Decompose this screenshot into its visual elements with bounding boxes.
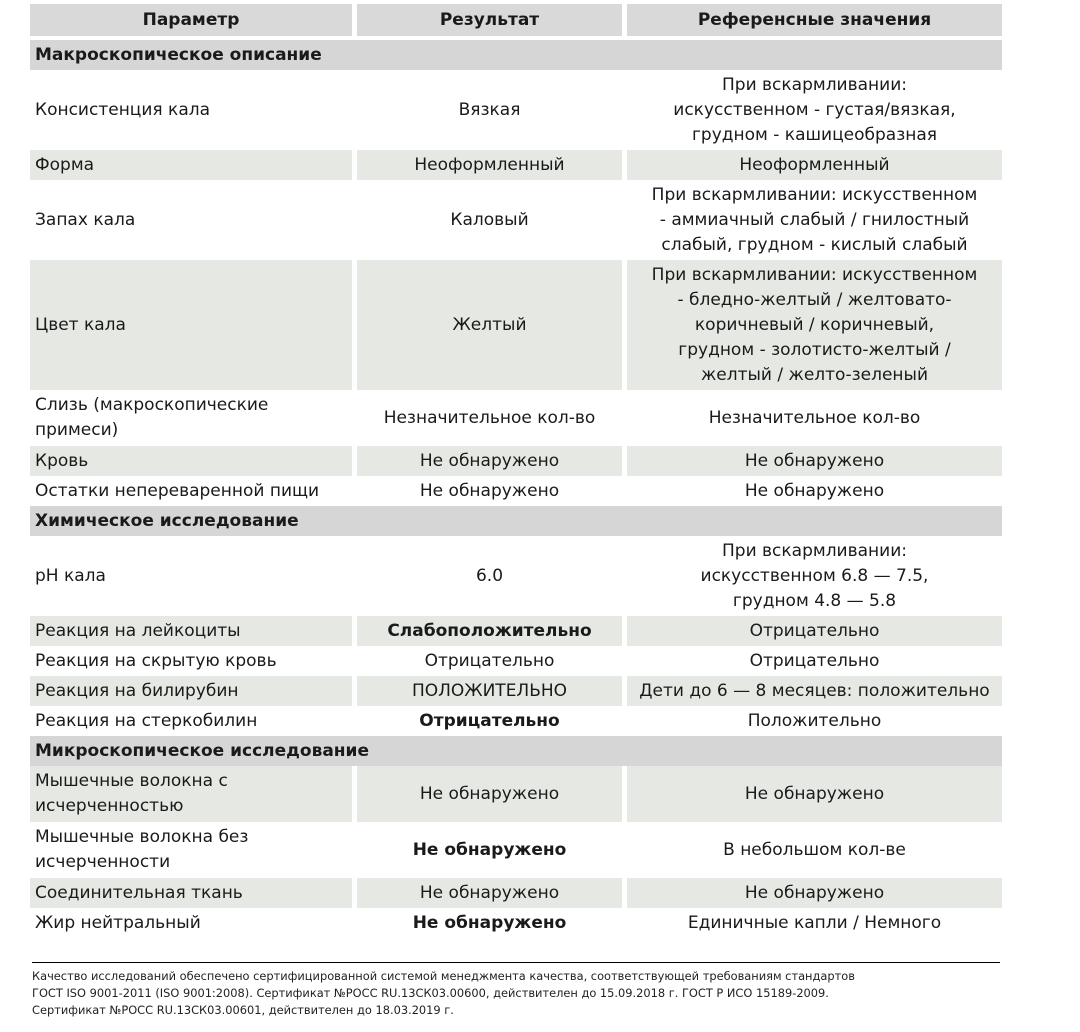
result-cell: Неоформленный: [357, 150, 622, 180]
reference-cell: Единичные капли / Немного: [627, 908, 1002, 938]
result-cell: Не обнаружено: [357, 822, 622, 878]
header-param: Параметр: [30, 4, 352, 40]
result-cell: Не обнаружено: [357, 908, 622, 938]
result-cell: 6.0: [357, 536, 622, 616]
table-row: [30, 180, 1002, 260]
param-cell: Жир нейтральный: [30, 908, 352, 938]
reference-cell: При вскармливании: искусственном - аммиачный слабый / гнилостный слабый, грудном - кислый слабый: [627, 180, 1002, 260]
reference-cell: При вскармливании: искусственном - бледно-желтый / желтовато- коричневый / коричневый, грудном - золотисто-желтый / желтый / желто-зеленый: [627, 260, 1002, 390]
table-row: [30, 476, 1002, 506]
param-cell: Реакция на стеркобилин: [30, 706, 352, 736]
table-body: [30, 40, 1002, 938]
table-row: [30, 878, 1002, 908]
result-cell: Слабоположительно: [357, 616, 622, 646]
table-row: [30, 676, 1002, 706]
result-cell: Отрицательно: [357, 706, 622, 736]
reference-cell: При вскармливании: искусственном - густая/вязкая, грудном - кашицеобразная: [627, 70, 1002, 150]
param-cell: Консистенция кала: [30, 70, 352, 150]
result-cell: Отрицательно: [357, 646, 622, 676]
param-cell: Соединительная ткань: [30, 878, 352, 908]
reference-cell: Не обнаружено: [627, 446, 1002, 476]
table-row: [30, 536, 1002, 616]
section-header: [30, 40, 1002, 70]
table-row: [30, 390, 1002, 446]
table-row: [30, 260, 1002, 390]
section-header: [30, 506, 1002, 536]
reference-cell: Незначительное кол-во: [627, 390, 1002, 446]
param-cell: Слизь (макроскопические примеси): [30, 390, 352, 446]
result-cell: Незначительное кол-во: [357, 390, 622, 446]
reference-cell: Дети до 6 — 8 месяцев: положительно: [627, 676, 1002, 706]
param-cell: Кровь: [30, 446, 352, 476]
section-header: [30, 736, 1002, 766]
reference-cell: Не обнаружено: [627, 766, 1002, 822]
certification-footer: [32, 962, 1000, 1019]
reference-cell: Не обнаружено: [627, 476, 1002, 506]
table-row: [30, 646, 1002, 676]
result-cell: Не обнаружено: [357, 476, 622, 506]
table-header: [30, 4, 1002, 40]
table-row: [30, 616, 1002, 646]
result-cell: Вязкая: [357, 70, 622, 150]
reference-cell: В небольшом кол-ве: [627, 822, 1002, 878]
param-cell: Цвет кала: [30, 260, 352, 390]
section-title: Макроскопическое описание: [30, 40, 1002, 70]
param-cell: Реакция на лейкоциты: [30, 616, 352, 646]
result-cell: Желтый: [357, 260, 622, 390]
result-cell: Не обнаружено: [357, 446, 622, 476]
section-title: Химическое исследование: [30, 506, 1002, 536]
reference-cell: При вскармливании: искусственном 6.8 — 7.5, грудном 4.8 — 5.8: [627, 536, 1002, 616]
param-cell: Реакция на скрытую кровь: [30, 646, 352, 676]
reference-cell: Не обнаружено: [627, 878, 1002, 908]
result-cell: Не обнаружено: [357, 878, 622, 908]
result-cell: Не обнаружено: [357, 766, 622, 822]
table-row: [30, 706, 1002, 736]
header-result: Результат: [357, 4, 622, 40]
param-cell: Мышечные волокна без исчерченности: [30, 822, 352, 878]
param-cell: Остатки непереваренной пищи: [30, 476, 352, 506]
result-cell: ПОЛОЖИТЕЛЬНО: [357, 676, 622, 706]
reference-cell: Отрицательно: [627, 616, 1002, 646]
table-row: [30, 766, 1002, 822]
param-cell: pH кала: [30, 536, 352, 616]
reference-cell: Положительно: [627, 706, 1002, 736]
table-row: [30, 70, 1002, 150]
table-row: [30, 908, 1002, 938]
footer-line: Сертификат №РОСС RU.13СК03.00601, действителен до 18.03.2019 г.: [32, 1003, 454, 1017]
footer-line: Качество исследований обеспечено сертифицированной системой менеджмента качества, соответствующей требованиям стандартов: [32, 969, 855, 983]
param-cell: Мышечные волокна с исчерченностью: [30, 766, 352, 822]
section-title: Микроскопическое исследование: [30, 736, 1002, 766]
result-cell: Каловый: [357, 180, 622, 260]
reference-cell: Неоформленный: [627, 150, 1002, 180]
param-cell: Запах кала: [30, 180, 352, 260]
results-table: [25, 4, 1007, 938]
table-row: [30, 150, 1002, 180]
header-reference: Референсные значения: [627, 4, 1002, 40]
reference-cell: Отрицательно: [627, 646, 1002, 676]
param-cell: Реакция на билирубин: [30, 676, 352, 706]
table-row: [30, 822, 1002, 878]
table-row: [30, 446, 1002, 476]
footer-line: ГОСТ ISO 9001-2011 (ISO 9001:2008). Сертификат №РОСС RU.13СК03.00600, действителен до 15.09.2018 г. ГОСТ Р ИСО 15189-2009.: [32, 986, 829, 1000]
param-cell: Форма: [30, 150, 352, 180]
